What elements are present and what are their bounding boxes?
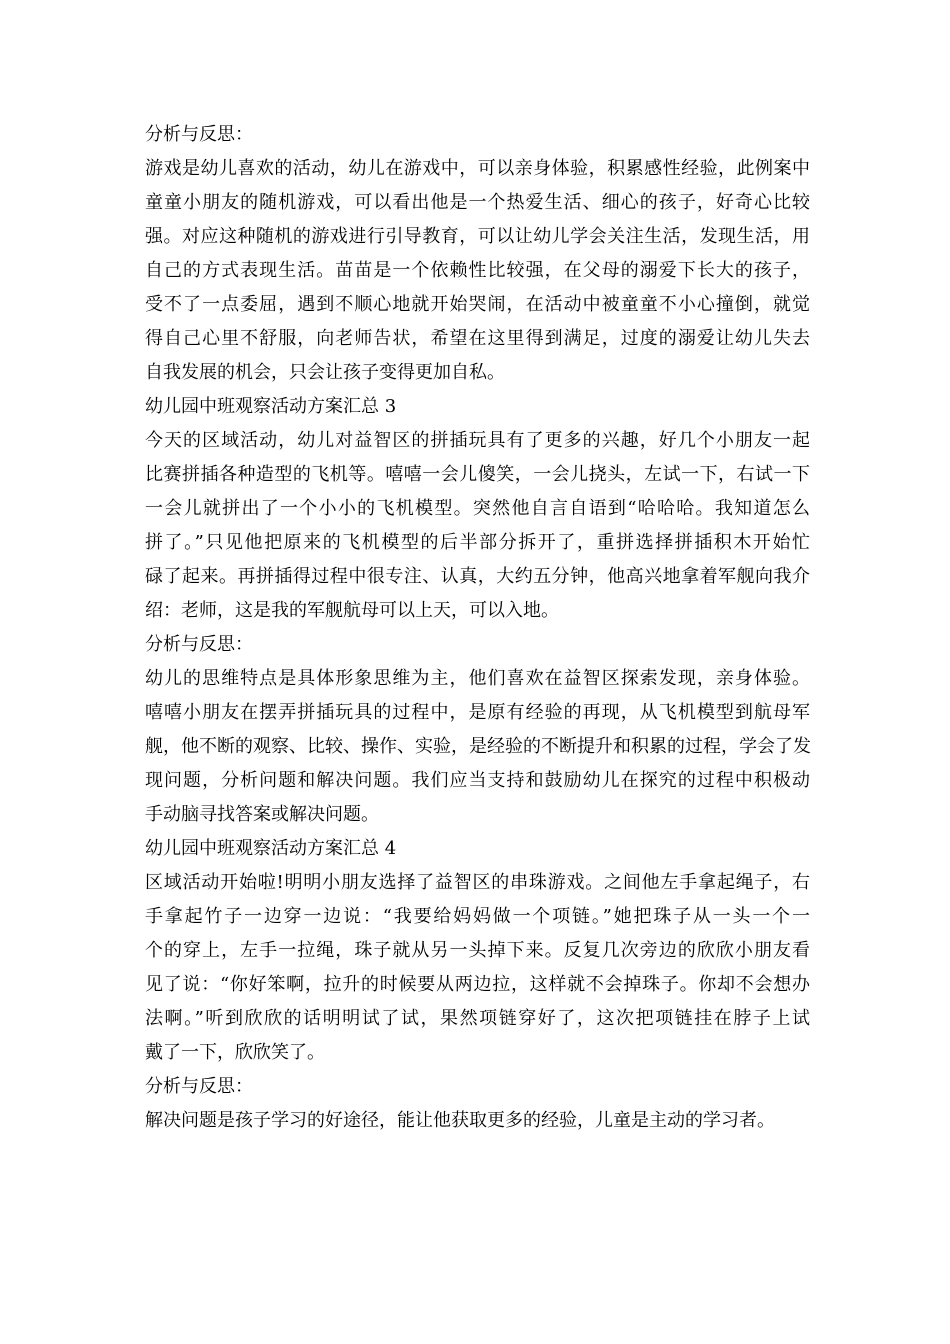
section-heading: 分析与反思： (145, 634, 253, 655)
paragraph-line: 自我发展的机会，只会让孩子变得更加自私。 (145, 362, 505, 383)
section-heading: 分析与反思： (145, 124, 253, 145)
section (145, 1070, 810, 1138)
paragraph-line: 现问题，分析问题和解决问题。我们应当支持和鼓励幼儿在探究的过程中积极动 (145, 770, 810, 791)
paragraph-line: 童童小朋友的随机游戏，可以看出他是一个热爱生活、细心的孩子，好奇心比较 (145, 192, 810, 213)
paragraph-line: 手拿起竹子一边穿一边说：“我要给妈妈做一个项链。”她把珠子从一头一个一 (145, 906, 810, 927)
paragraph-line: 得自己心里不舒服，向老师告状，希望在这里得到满足，过度的溺爱让幼儿失去 (145, 328, 810, 349)
paragraph-line: 比赛拼插各种造型的飞机等。嘻嘻一会儿傻笑，一会儿挠头，左试一下，右试一下 (145, 464, 810, 485)
paragraph-line: 戴了一下，欣欣笑了。 (145, 1042, 325, 1063)
paragraph-line: 拼了。”只见他把原来的飞机模型的后半部分拆开了，重拼选择拼插积木开始忙 (145, 532, 810, 553)
paragraph-line: 手动脑寻找答案或解决问题。 (145, 804, 379, 825)
paragraph-line: 碌了起来。再拼插得过程中很专注、认真，大约五分钟，他高兴地拿着军舰向我介 (145, 566, 810, 587)
section-heading: 幼儿园中班观察活动方案汇总 4 (145, 838, 397, 859)
paragraph-line: 游戏是幼儿喜欢的活动，幼儿在游戏中，可以亲身体验，积累感性经验，此例案中 (145, 158, 810, 179)
paragraph-line: 受不了一点委屈，遇到不顺心地就开始哭闹，在活动中被童童不小心撞倒，就觉 (145, 294, 810, 315)
section-heading: 幼儿园中班观察活动方案汇总 3 (145, 396, 397, 417)
paragraph-line: 强。对应这种随机的游戏进行引导教育，可以让幼儿学会关注生活，发现生活，用 (145, 226, 810, 247)
paragraph-line: 嘻嘻小朋友在摆弄拼插玩具的过程中，是原有经验的再现，从飞机模型到航母军 (145, 702, 810, 723)
section (145, 832, 810, 1070)
paragraph-line: 绍：老师，这是我的军舰航母可以上天，可以入地。 (145, 600, 559, 621)
paragraph-line: 今天的区域活动，幼儿对益智区的拼插玩具有了更多的兴趣，好几个小朋友一起 (145, 430, 810, 451)
section-heading: 分析与反思： (145, 1076, 253, 1097)
document-page (145, 118, 810, 1138)
section (145, 628, 810, 832)
section (145, 390, 810, 628)
paragraph-line: 舰，他不断的观察、比较、操作、实验，是经验的不断提升和积累的过程，学会了发 (145, 736, 811, 757)
paragraph-line: 区域活动开始啦!明明小朋友选择了益智区的串珠游戏。之间他左手拿起绳子，右 (145, 872, 810, 893)
paragraph-line: 解决问题是孩子学习的好途径，能让他获取更多的经验，儿童是主动的学习者。 (145, 1110, 775, 1131)
paragraph-line: 法啊。”听到欣欣的话明明试了试，果然项链穿好了，这次把项链挂在脖子上试 (145, 1008, 810, 1029)
paragraph-line: 幼儿的思维特点是具体形象思维为主，他们喜欢在益智区探索发现，亲身体验。 (145, 668, 810, 689)
paragraph-line: 见了说：“你好笨啊，拉升的时候要从两边拉，这样就不会掉珠子。你却不会想办 (145, 974, 810, 995)
paragraph-line: 一会儿就拼出了一个小小的飞机模型。突然他自言自语到“哈哈哈。我知道怎么 (145, 498, 810, 519)
section (145, 118, 810, 390)
paragraph-line: 自己的方式表现生活。苗苗是一个依赖性比较强，在父母的溺爱下长大的孩子， (145, 260, 810, 281)
paragraph-line: 个的穿上，左手一拉绳，珠子就从另一头掉下来。反复几次旁边的欣欣小朋友看 (145, 940, 810, 961)
